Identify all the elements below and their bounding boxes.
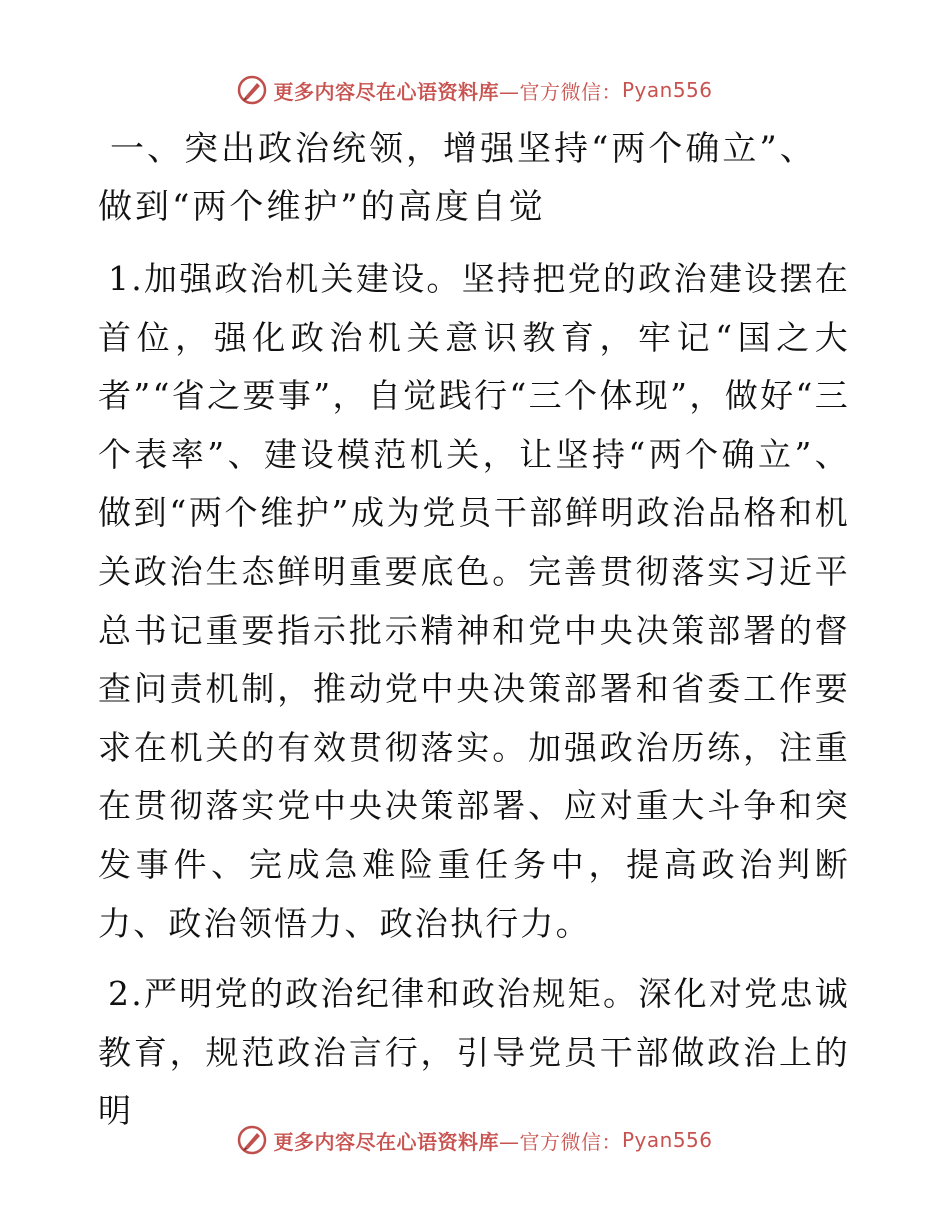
pen-logo-icon (237, 1125, 267, 1155)
paragraph-1: 1.加强政治机关建设。坚持把党的政治建设摆在首位，强化政治机关意识教育，牢记“国之大者”“省之要事”，自觉践行“三个体现”，做好“三个表率”、建设模范机关，让坚持“两个确立”、做到“两个维护”成为党员干部鲜明政治品格和机关政治生态鲜明重要底色。完善贯彻落实习近平总书记重要指示批示精神和党中央决策部署的督查问责机制，推动党中央决策部署和省委工作要求在机关的有效贯彻落实。加强政治历练，注重在贯彻落实党中央决策部署、应对重大斗争和突发事件、完成急难险重任务中，提高政治判断力、政治领悟力、政治执行力。 (98, 259, 850, 943)
pen-logo-icon (237, 75, 267, 105)
watermark-text-wechat-id: Pyan556 (621, 78, 713, 102)
watermark-header (0, 70, 950, 110)
watermark-text-wechat-id: Pyan556 (621, 1128, 713, 1152)
watermark-text-wechat-label: —官方微信： (498, 1129, 622, 1154)
section-heading: 一、突出政治统领，增强坚持“两个确立”、做到“两个维护”的高度自觉 (98, 129, 817, 227)
watermark-text-library: 更多内容尽在心语资料库 (273, 1129, 499, 1154)
paragraph-2: 2.严明党的政治纪律和政治规矩。深化对党忠诚教育，规范政治言行，引导党员干部做政治上的明 (98, 974, 850, 1131)
watermark-text-wechat-label: —官方微信： (498, 79, 622, 104)
watermark-footer (0, 1120, 950, 1160)
document-body (98, 120, 850, 1153)
watermark-text-library: 更多内容尽在心语资料库 (273, 79, 499, 104)
